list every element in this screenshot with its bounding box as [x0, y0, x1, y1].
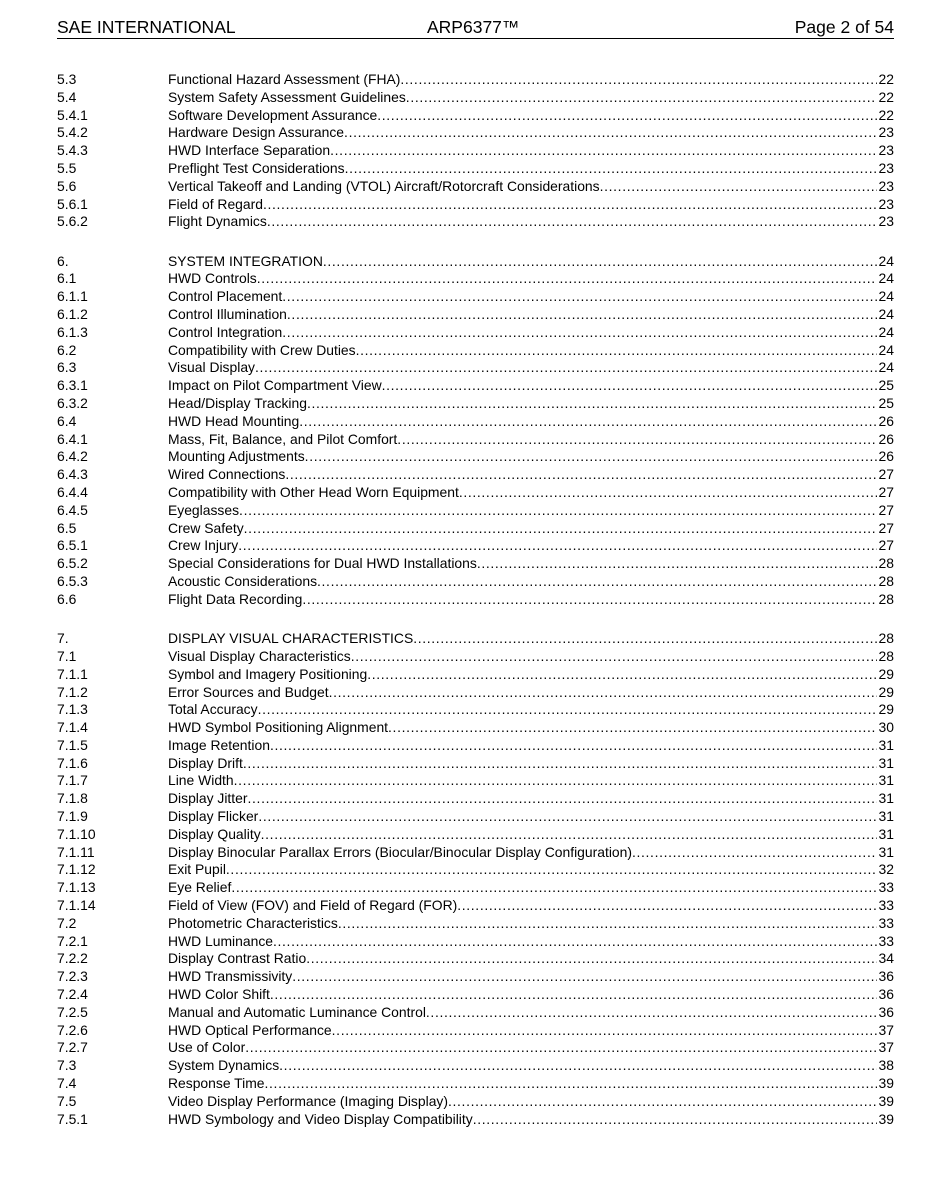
toc-dot-leader: [329, 684, 877, 702]
toc-dot-leader: [258, 701, 877, 719]
toc-entry[interactable]: [57, 1057, 894, 1075]
toc-entry-page: 22: [878, 106, 894, 123]
toc-entry-page: 26: [878, 430, 894, 447]
toc-entry-page: 27: [878, 484, 894, 501]
toc-entry[interactable]: [57, 431, 894, 449]
toc-entry-page: 34: [878, 950, 894, 967]
toc-dot-leader: [382, 377, 877, 395]
toc-entry-page: 30: [878, 719, 894, 736]
toc-entry[interactable]: [57, 950, 894, 968]
toc-dot-leader: [238, 537, 876, 555]
toc-entry[interactable]: [57, 413, 894, 431]
toc-dot-leader: [356, 342, 877, 360]
toc-entry-title: System Safety Assessment Guidelines: [168, 88, 406, 105]
toc-entry-page: 23: [878, 195, 894, 212]
toc-entry-title: Display Contrast Ratio: [168, 950, 307, 967]
toc-entry-page: 38: [878, 1057, 894, 1074]
toc-entry-title: Impact on Pilot Compartment View: [168, 377, 382, 394]
toc-dot-leader: [234, 772, 877, 790]
toc-entry[interactable]: [57, 1075, 894, 1093]
toc-entry-page: 22: [878, 71, 894, 87]
toc-entry-page: 24: [878, 323, 894, 340]
toc-entry-page: 31: [878, 772, 894, 789]
toc-entry-title: Exit Pupil: [168, 861, 226, 878]
toc-entry[interactable]: [57, 107, 894, 125]
toc-entry[interactable]: [57, 178, 894, 196]
toc-dot-leader: [279, 1057, 876, 1075]
toc-entry-page: 28: [878, 647, 894, 664]
toc-entry-number: 7.1.5: [57, 736, 88, 753]
toc-dot-leader: [448, 1093, 877, 1111]
toc-entry[interactable]: [57, 124, 894, 142]
toc-entry-number: 7.2.5: [57, 1003, 88, 1020]
toc-entry[interactable]: [57, 324, 894, 342]
toc-entry[interactable]: [57, 253, 894, 271]
toc-dot-leader: [239, 502, 877, 520]
toc-entry-number: 7.1.6: [57, 754, 88, 771]
toc-entry[interactable]: [57, 968, 894, 986]
toc-entry-page: 27: [878, 466, 894, 483]
toc-dot-leader: [292, 968, 876, 986]
toc-entry-number: 6.4.3: [57, 466, 88, 483]
toc-entry-title: Display Flicker: [168, 808, 259, 825]
toc-entry-title: HWD Transmissivity: [168, 968, 293, 985]
toc-entry-title: Hardware Design Assurance: [168, 124, 345, 141]
toc-entry-number: 7.2.6: [57, 1021, 88, 1038]
toc-entry-number: 6.1.1: [57, 288, 88, 305]
toc-entry-title: Image Retention: [168, 736, 270, 753]
toc-entry[interactable]: [57, 933, 894, 951]
toc-dot-leader: [282, 288, 876, 306]
toc-entry-number: 5.4.2: [57, 124, 88, 141]
toc-entry-number: 7.1.7: [57, 772, 88, 789]
toc-dot-leader: [323, 253, 877, 271]
toc-entry-title: HWD Symbology and Video Display Compatibility: [168, 1110, 473, 1127]
toc-entry-title: HWD Symbol Positioning Alignment: [168, 719, 389, 736]
toc-dot-leader: [267, 213, 877, 231]
toc-entry-number: 6.1: [57, 270, 77, 287]
toc-entry-number: 7.: [57, 630, 69, 647]
toc-entry-page: 24: [878, 306, 894, 323]
toc-entry[interactable]: [57, 648, 894, 666]
toc-entry-number: 6.3.2: [57, 395, 88, 412]
toc-entry-number: 6.4.5: [57, 501, 88, 518]
toc-entry-page: 27: [878, 501, 894, 518]
toc-dot-leader: [397, 431, 876, 449]
toc-entry-title: HWD Color Shift: [168, 986, 270, 1003]
toc-entry-number: 6.1.3: [57, 323, 88, 340]
toc-entry-number: 5.4.1: [57, 106, 88, 123]
toc-entry-page: 23: [878, 124, 894, 141]
toc-entry-page: 28: [878, 630, 894, 647]
toc-entry-page: 39: [878, 1075, 894, 1092]
toc-entry-page: 27: [878, 537, 894, 554]
toc-entry-title: HWD Controls: [168, 270, 257, 287]
toc-entry-title: Response Time: [168, 1075, 265, 1092]
toc-section-group: [57, 253, 894, 609]
toc-entry[interactable]: [57, 1093, 894, 1111]
header-document-id: ARP6377™: [427, 17, 520, 37]
toc-entry[interactable]: [57, 861, 894, 879]
toc-entry-number: 7.1.14: [57, 897, 96, 914]
toc-entry-title: Error Sources and Budget: [168, 683, 329, 700]
toc-dot-leader: [287, 306, 877, 324]
toc-entry[interactable]: [57, 466, 894, 484]
toc-entry-number: 6.5.3: [57, 573, 88, 590]
toc-entry[interactable]: [57, 1004, 894, 1022]
toc-entry-title: Flight Data Recording: [168, 590, 303, 607]
toc-dot-leader: [406, 89, 877, 107]
toc-entry-number: 7.1.9: [57, 808, 88, 825]
toc-entry-number: 7.1: [57, 647, 77, 664]
toc-entry[interactable]: [57, 1111, 894, 1129]
toc-entry-title: Manual and Automatic Luminance Control: [168, 1003, 426, 1020]
toc-dot-leader: [338, 915, 877, 933]
toc-entry-title: Compatibility with Other Head Worn Equipment: [168, 484, 459, 501]
toc-entry-page: 29: [878, 665, 894, 682]
page-header: [57, 16, 894, 39]
toc-entry-title: Line Width: [168, 772, 234, 789]
toc-entry[interactable]: [57, 71, 894, 89]
toc-entry-page: 29: [878, 701, 894, 718]
toc-dot-leader: [255, 359, 877, 377]
toc-entry-number: 6.3: [57, 359, 77, 376]
toc-entry-page: 24: [878, 288, 894, 305]
toc-entry[interactable]: [57, 502, 894, 520]
toc-entry-title: Crew Injury: [168, 537, 239, 554]
toc-entry[interactable]: [57, 448, 894, 466]
toc-entry-page: 36: [878, 1003, 894, 1020]
toc-entry-page: 39: [878, 1110, 894, 1127]
toc-entry-title: Display Quality: [168, 825, 261, 842]
toc-entry-title: Display Drift: [168, 754, 243, 771]
toc-entry[interactable]: [57, 377, 894, 395]
toc-entry-number: 7.1.2: [57, 683, 88, 700]
toc-entry-page: 29: [878, 683, 894, 700]
toc-entry-title: Vertical Takeoff and Landing (VTOL) Aircraft/Rotorcraft Considerations: [168, 177, 600, 194]
toc-dot-leader: [473, 1111, 877, 1129]
toc-dot-leader: [344, 124, 877, 142]
toc-entry[interactable]: [57, 1039, 894, 1057]
toc-dot-leader: [477, 555, 877, 573]
toc-entry-page: 28: [878, 573, 894, 590]
toc-entry-page: 24: [878, 270, 894, 287]
toc-section-group: [57, 71, 894, 231]
toc-entry-number: 7.1.4: [57, 719, 88, 736]
toc-dot-leader: [265, 1075, 877, 1093]
toc-dot-leader: [367, 666, 876, 684]
toc-entry-number: 7.2: [57, 914, 77, 931]
toc-entry-number: 7.1.1: [57, 665, 88, 682]
toc-dot-leader: [632, 844, 877, 862]
toc-entry-title: Control Illumination: [168, 306, 287, 323]
toc-dot-leader: [285, 466, 876, 484]
toc-entry[interactable]: [57, 213, 894, 231]
toc-dot-leader: [388, 719, 877, 737]
toc-dot-leader: [270, 986, 877, 1004]
toc-entry-number: 7.2.4: [57, 986, 88, 1003]
toc-entry[interactable]: [57, 844, 894, 862]
toc-entry-page: 27: [878, 519, 894, 536]
toc-entry-page: 31: [878, 790, 894, 807]
toc-entry-title: Eye Relief: [168, 879, 232, 896]
toc-entry-title: Visual Display: [168, 359, 255, 376]
toc-dot-leader: [426, 1004, 877, 1022]
toc-entry-title: Mounting Adjustments: [168, 448, 305, 465]
toc-entry-title: Field of Regard: [168, 195, 263, 212]
toc-entry-page: 36: [878, 968, 894, 985]
toc-entry[interactable]: [57, 270, 894, 288]
toc-dot-leader: [600, 178, 877, 196]
toc-entry-number: 6.5.2: [57, 555, 88, 572]
toc-entry[interactable]: [57, 573, 894, 591]
toc-entry-page: 36: [878, 986, 894, 1003]
toc-entry[interactable]: [57, 89, 894, 107]
toc-dot-leader: [248, 790, 877, 808]
toc-entry[interactable]: [57, 1022, 894, 1040]
toc-entry-title: Photometric Characteristics: [168, 914, 338, 931]
toc-entry-page: 24: [878, 359, 894, 376]
toc-entry-title: Control Placement: [168, 288, 283, 305]
toc-entry-number: 7.1.12: [57, 861, 96, 878]
toc-entry-number: 7.5: [57, 1092, 77, 1109]
toc-entry-number: 7.1.8: [57, 790, 88, 807]
toc-entry-title: Display Jitter: [168, 790, 248, 807]
toc-entry-page: 23: [878, 177, 894, 194]
toc-entry-number: 6.1.2: [57, 306, 88, 323]
toc-dot-leader: [317, 573, 877, 591]
toc-entry-title: Symbol and Imagery Positioning: [168, 665, 368, 682]
toc-entry[interactable]: [57, 591, 894, 609]
toc-entry[interactable]: [57, 719, 894, 737]
toc-entry[interactable]: [57, 288, 894, 306]
toc-entry-title: Software Development Assurance: [168, 106, 378, 123]
toc-entry-number: 5.6: [57, 177, 77, 194]
toc-entry-number: 5.5: [57, 159, 77, 176]
toc-entry-title: Special Considerations for Dual HWD Installations: [168, 555, 477, 572]
toc-entry-title: Crew Safety: [168, 519, 244, 536]
toc-dot-leader: [307, 395, 877, 413]
toc-entry-number: 5.4.3: [57, 142, 88, 159]
toc-entry-page: 24: [878, 341, 894, 358]
toc-dot-leader: [377, 107, 876, 125]
toc-entry-page: 25: [878, 377, 894, 394]
toc-dot-leader: [261, 826, 877, 844]
toc-entry-page: 33: [878, 897, 894, 914]
toc-dot-leader: [245, 1039, 876, 1057]
toc-entry-title: Control Integration: [168, 323, 283, 340]
toc-entry-title: Wired Connections: [168, 466, 286, 483]
toc-entry-title: HWD Luminance: [168, 932, 273, 949]
toc-entry-page: 22: [878, 88, 894, 105]
toc-entry-number: 7.1.3: [57, 701, 88, 718]
toc-entry-page: 28: [878, 555, 894, 572]
toc-entry-page: 31: [878, 736, 894, 753]
toc-dot-leader: [459, 484, 877, 502]
toc-dot-leader: [257, 270, 877, 288]
toc-entry-number: 7.2.7: [57, 1039, 88, 1056]
toc-entry[interactable]: [57, 790, 894, 808]
toc-entry-number: 7.2.1: [57, 932, 88, 949]
toc-entry-page: 24: [878, 252, 894, 269]
toc-entry[interactable]: [57, 986, 894, 1004]
toc-entry-title: Display Binocular Parallax Errors (Biocular/Binocular Display Configuration): [168, 843, 632, 860]
toc-entry[interactable]: [57, 808, 894, 826]
toc-entry-number: 6.: [57, 252, 69, 269]
toc-dot-leader: [231, 879, 876, 897]
toc-entry-number: 5.3: [57, 71, 77, 87]
toc-entry-page: 32: [878, 861, 894, 878]
toc-dot-leader: [299, 413, 876, 431]
toc-dot-leader: [244, 520, 877, 538]
toc-entry-page: 25: [878, 395, 894, 412]
toc-entry[interactable]: [57, 160, 894, 178]
toc-entry-number: 7.1.13: [57, 879, 96, 896]
toc-entry-page: 37: [878, 1021, 894, 1038]
toc-entry-title: SYSTEM INTEGRATION: [168, 252, 323, 269]
toc-dot-leader: [226, 861, 877, 879]
toc-entry[interactable]: [57, 359, 894, 377]
toc-dot-leader: [282, 324, 876, 342]
toc-entry-title: Flight Dynamics: [168, 213, 267, 230]
toc-entry-page: 23: [878, 159, 894, 176]
toc-entry-number: 6.4: [57, 412, 77, 429]
toc-dot-leader: [413, 630, 876, 648]
toc-entry[interactable]: [57, 915, 894, 933]
toc-entry-title: HWD Head Mounting: [168, 412, 300, 429]
toc-entry-number: 5.4: [57, 88, 77, 105]
toc-entry[interactable]: [57, 555, 894, 573]
toc-entry-page: 31: [878, 843, 894, 860]
toc-dot-leader: [400, 71, 876, 89]
toc-entry[interactable]: [57, 826, 894, 844]
toc-entry[interactable]: [57, 395, 894, 413]
toc-entry-page: 33: [878, 914, 894, 931]
toc-entry[interactable]: [57, 666, 894, 684]
toc-entry-title: Use of Color: [168, 1039, 246, 1056]
toc-dot-leader: [305, 448, 877, 466]
toc-entry-title: Acoustic Considerations: [168, 573, 318, 590]
toc-dot-leader: [270, 737, 877, 755]
toc-entry-title: Field of View (FOV) and Field of Regard (FOR): [168, 897, 458, 914]
toc-entry-title: Preflight Test Considerations: [168, 159, 345, 176]
toc-entry-number: 7.1.10: [57, 825, 96, 842]
toc-entry-title: DISPLAY VISUAL CHARACTERISTICS: [168, 630, 414, 647]
toc-entry[interactable]: [57, 755, 894, 773]
toc-dot-leader: [351, 648, 877, 666]
toc-dot-leader: [258, 808, 876, 826]
toc-entry-number: 7.1.11: [57, 843, 95, 860]
toc-entry[interactable]: [57, 196, 894, 214]
toc-entry-number: 6.4.2: [57, 448, 88, 465]
header-organization: SAE INTERNATIONAL: [57, 17, 236, 37]
toc-entry-title: System Dynamics: [168, 1057, 280, 1074]
toc-entry-title: Compatibility with Crew Duties: [168, 341, 356, 358]
toc-entry[interactable]: [57, 879, 894, 897]
toc-entry-title: Visual Display Characteristics: [168, 647, 351, 664]
toc-entry-title: HWD Optical Performance: [168, 1021, 332, 1038]
toc-dot-leader: [457, 897, 876, 915]
toc-entry[interactable]: [57, 630, 894, 648]
toc-entry-number: 6.3.1: [57, 377, 88, 394]
toc-entry-title: Total Accuracy: [168, 701, 258, 718]
toc-entry[interactable]: [57, 484, 894, 502]
toc-entry[interactable]: [57, 701, 894, 719]
toc-entry-title: HWD Interface Separation: [168, 142, 331, 159]
toc-entry-page: 28: [878, 590, 894, 607]
toc-entry[interactable]: [57, 306, 894, 324]
toc-entry-number: 6.5: [57, 519, 77, 536]
toc-entry-page: 37: [878, 1039, 894, 1056]
toc-entry-page: 33: [878, 932, 894, 949]
toc-dot-leader: [306, 950, 876, 968]
toc-entry-title: Video Display Performance (Imaging Display): [168, 1092, 448, 1109]
toc-entry-page: 39: [878, 1092, 894, 1109]
toc-entry-page: 26: [878, 448, 894, 465]
toc-entry[interactable]: [57, 342, 894, 360]
toc-entry[interactable]: [57, 772, 894, 790]
toc-entry-number: 7.4: [57, 1075, 77, 1092]
toc-entry-number: 6.4.4: [57, 484, 88, 501]
toc-section-group: [57, 630, 894, 1128]
toc-entry-title: Functional Hazard Assessment (FHA): [168, 71, 401, 87]
toc-entry[interactable]: [57, 897, 894, 915]
toc-entry-page: 26: [878, 412, 894, 429]
toc-entry-number: 7.2.3: [57, 968, 88, 985]
toc-entry-title: Mass, Fit, Balance, and Pilot Comfort: [168, 430, 398, 447]
table-of-contents: [57, 71, 894, 1150]
toc-entry[interactable]: [57, 520, 894, 538]
toc-dot-leader: [263, 196, 877, 214]
toc-dot-leader: [243, 755, 877, 773]
header-page-number: Page 2 of 54: [794, 17, 894, 37]
toc-entry-page: 23: [878, 213, 894, 230]
toc-entry-number: 5.6.1: [57, 195, 88, 212]
toc-entry-number: 6.2: [57, 341, 77, 358]
toc-entry-number: 7.2.2: [57, 950, 88, 967]
toc-entry[interactable]: [57, 142, 894, 160]
toc-entry-number: 7.5.1: [57, 1110, 88, 1127]
toc-entry-page: 23: [878, 142, 894, 159]
toc-entry-title: Head/Display Tracking: [168, 395, 307, 412]
toc-entry-title: Eyeglasses: [168, 501, 240, 518]
toc-entry[interactable]: [57, 537, 894, 555]
toc-entry-page: 33: [878, 879, 894, 896]
toc-dot-leader: [345, 160, 877, 178]
toc-entry-number: 6.5.1: [57, 537, 88, 554]
toc-entry-page: 31: [878, 754, 894, 771]
toc-entry-number: 5.6.2: [57, 213, 88, 230]
toc-entry-number: 6.4.1: [57, 430, 88, 447]
toc-entry[interactable]: [57, 737, 894, 755]
toc-dot-leader: [330, 142, 876, 160]
toc-dot-leader: [332, 1022, 877, 1040]
toc-entry-number: 6.6: [57, 590, 77, 607]
toc-dot-leader: [302, 591, 876, 609]
toc-entry-number: 7.3: [57, 1057, 77, 1074]
toc-entry[interactable]: [57, 684, 894, 702]
toc-entry-page: 31: [878, 825, 894, 842]
toc-dot-leader: [273, 933, 877, 951]
toc-entry-page: 31: [878, 808, 894, 825]
